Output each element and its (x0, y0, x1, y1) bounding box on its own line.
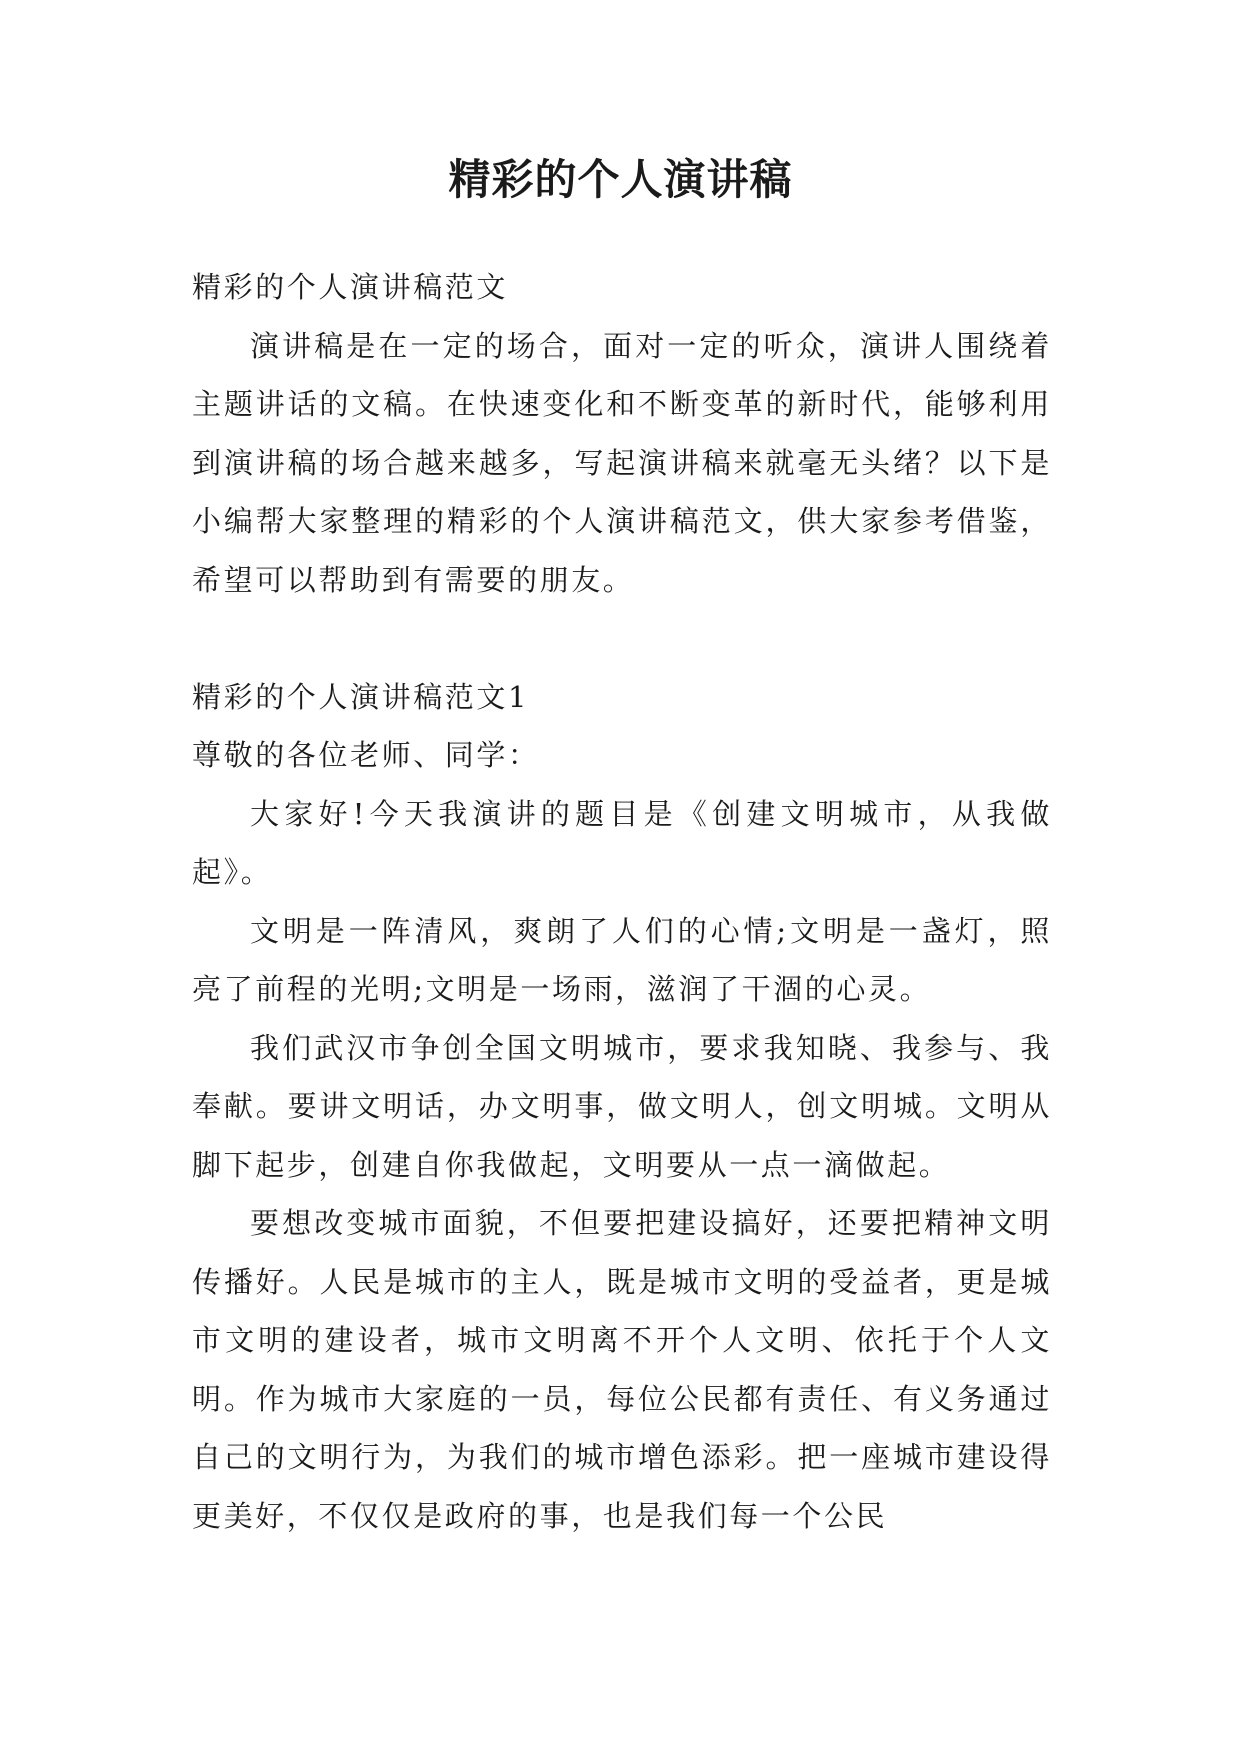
salutation: 尊敬的各位老师、同学： (192, 738, 540, 772)
body-paragraph: 大家好!今天我演讲的题目是《创建文明城市，从我做起》。 (192, 796, 1052, 889)
document-title: 精彩的个人演讲稿 (448, 155, 793, 204)
intro-paragraph: 演讲稿是在一定的场合，面对一定的听众，演讲人围绕着主题讲话的文稿。在快速变化和不断变革的新时代，能够利用到演讲稿的场合越来越多，写起演讲稿来就毫无头绪？以下是小编帮大家整理的精彩的个人演讲稿范文，供大家参考借鉴，希望可以帮助到有需要的朋友。 (192, 328, 1052, 597)
body-paragraph: 我们武汉市争创全国文明城市，要求我知晓、我参与、我奉献。要讲文明话，办文明事，做文明人，创文明城。文明从脚下起步，创建自你我做起，文明要从一点一滴做起。 (192, 1030, 1052, 1182)
section-spacer (192, 609, 1052, 668)
body-paragraph: 要想改变城市面貌，不但要把建设搞好，还要把精神文明传播好。人民是城市的主人，既是城市文明的受益者，更是城市文明的建设者，城市文明离不开个人文明、依托于个人文明。作为城市大家庭的一员，每位公民都有责任、有义务通过自己的文明行为，为我们的城市增色添彩。把一座城市建设得更美好，不仅仅是政府的事，也是我们每一个公民 (192, 1206, 1052, 1533)
section-heading: 精彩的个人演讲稿范文1 (192, 679, 530, 714)
document-body (192, 258, 1052, 1545)
body-paragraph: 文明是一阵清风，爽朗了人们的心情;文明是一盏灯，照亮了前程的光明;文明是一场雨，滋润了干涸的心灵。 (192, 913, 1052, 1006)
intro-heading: 精彩的个人演讲稿范文 (192, 270, 509, 304)
